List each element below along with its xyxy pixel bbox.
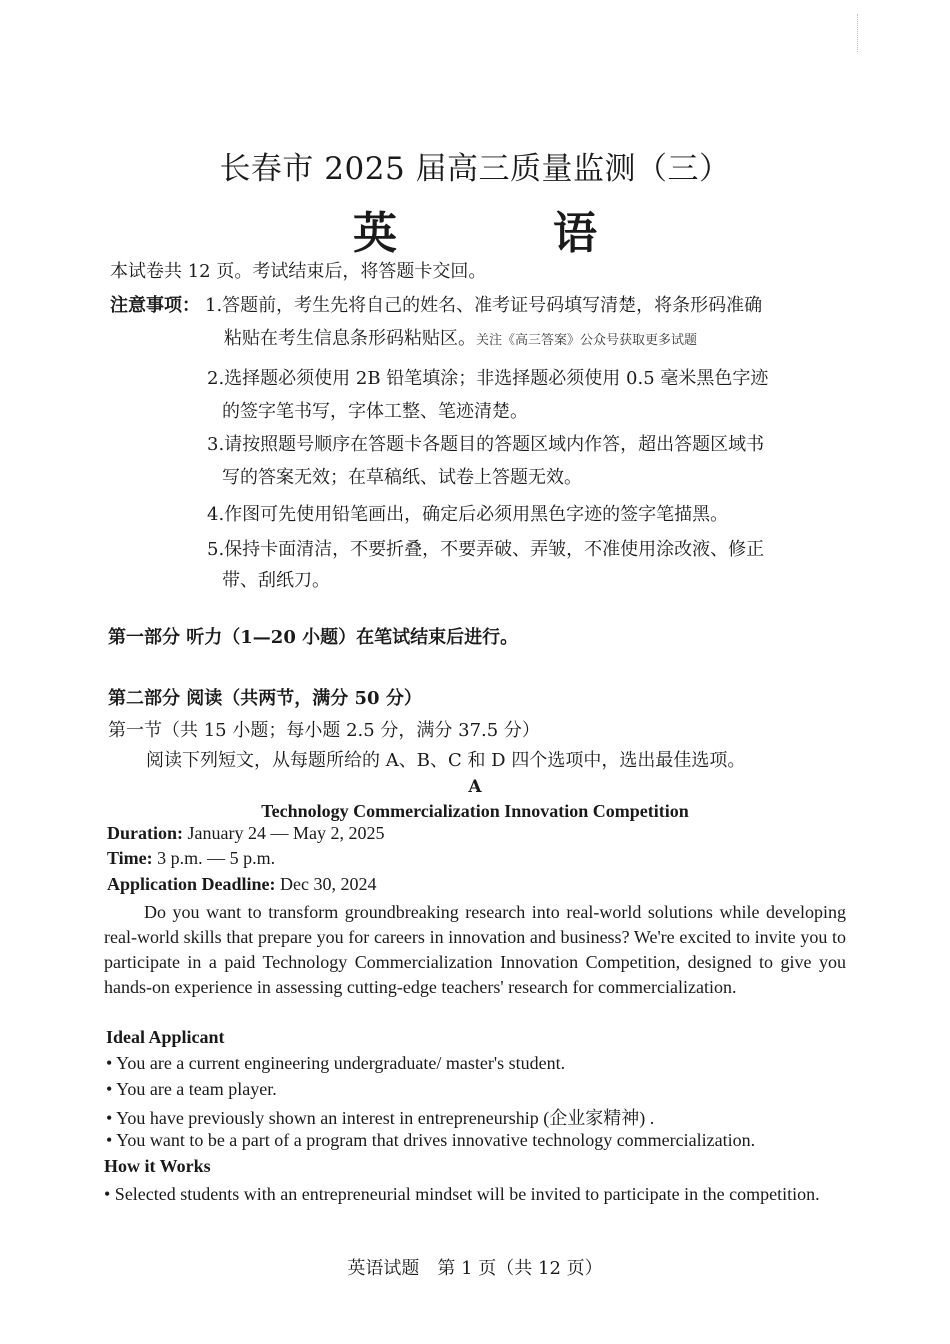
notice-item-1-line2: 粘贴在考生信息条形码粘贴区。关注《高三答案》公众号获取更多试题 bbox=[224, 328, 698, 349]
how-item-1: • Selected students with an entrepreneurial mindset will be invited to participate in the competition. bbox=[104, 1184, 820, 1204]
duration-line: Duration: January 24 — May 2, 2025 bbox=[107, 823, 385, 843]
notice-item-5-line2: 带、刮纸刀。 bbox=[222, 570, 330, 591]
ideal-applicant-heading: Ideal Applicant bbox=[106, 1027, 225, 1047]
subject-title: 英 语 bbox=[353, 208, 653, 259]
notice-item-2-line2: 的签字笔书写，字体工整、笔迹清楚。 bbox=[222, 401, 528, 422]
part2-heading: 第二部分 阅读（共两节，满分 50 分） bbox=[108, 688, 422, 709]
intro-line: 本试卷共 12 页。考试结束后，将答题卡交回。 bbox=[110, 261, 487, 282]
section1-heading: 第一节（共 15 小题；每小题 2.5 分，满分 37.5 分） bbox=[108, 720, 540, 741]
notice-item-5-line1: 5.保持卡面清洁，不要折叠，不要弄破、弄皱，不准使用涂改液、修正 bbox=[207, 539, 765, 560]
notice-item-2-line1: 2.选择题必须使用 2B 铅笔填涂；非选择题必须使用 0.5 毫米黑色字迹 bbox=[207, 368, 769, 389]
passage-letter: A bbox=[468, 777, 482, 797]
ideal-item-1: • You are a current engineering undergraduate/ master's student. bbox=[106, 1053, 566, 1073]
page-footer: 英语试题 第 1 页（共 12 页） bbox=[347, 1258, 603, 1279]
scan-artifact bbox=[857, 14, 864, 52]
time-line: Time: 3 p.m. — 5 p.m. bbox=[107, 848, 276, 868]
ideal-item-2: • You are a team player. bbox=[106, 1079, 277, 1099]
deadline-line: Application Deadline: Dec 30, 2024 bbox=[107, 874, 377, 894]
notice-item-3-line1: 3.请按照题号顺序在答题卡各题目的答题区域内作答，超出答题区域书 bbox=[207, 434, 765, 455]
part1-heading: 第一部分 听力（1—20 小题）在笔试结束后进行。 bbox=[108, 627, 519, 648]
passage-title: Technology Commercialization Innovation Competition bbox=[261, 801, 689, 821]
exam-title: 长春市 2025 届高三质量监测（三） bbox=[219, 151, 731, 187]
notice-item-1-line1: 1.答题前，考生先将自己的姓名、准考证号码填写清楚，将条形码准确 bbox=[205, 295, 763, 316]
how-it-works-heading: How it Works bbox=[104, 1156, 211, 1176]
notice-item-4: 4.作图可先使用铅笔画出，确定后必须用黑色字迹的签字笔描黑。 bbox=[207, 504, 729, 525]
ideal-item-4: • You want to be a part of a program that drives innovative technology commercialization. bbox=[106, 1130, 756, 1150]
notice-label: 注意事项： bbox=[110, 295, 200, 316]
promo-note: 关注《高三答案》公众号获取更多试题 bbox=[476, 333, 698, 348]
ideal-item-3: • You have previously shown an interest in entrepreneurship (企业家精神) . bbox=[106, 1108, 655, 1128]
reading-instruction: 阅读下列短文，从每题所给的 A、B、C 和 D 四个选项中，选出最佳选项。 bbox=[146, 750, 746, 771]
notice-item-3-line2: 写的答案无效；在草稿纸、试卷上答题无效。 bbox=[222, 467, 582, 488]
passage-intro: Do you want to transform groundbreaking research into real-world solutions while developing real-world skills that prepare you for careers in innovation and business? We're excited to invite you to participate in a paid Technology Commercialization Innovation Competition, designed to give you hands-on experience in assessing cutting-edge teachers' research for commercialization. bbox=[104, 902, 846, 997]
